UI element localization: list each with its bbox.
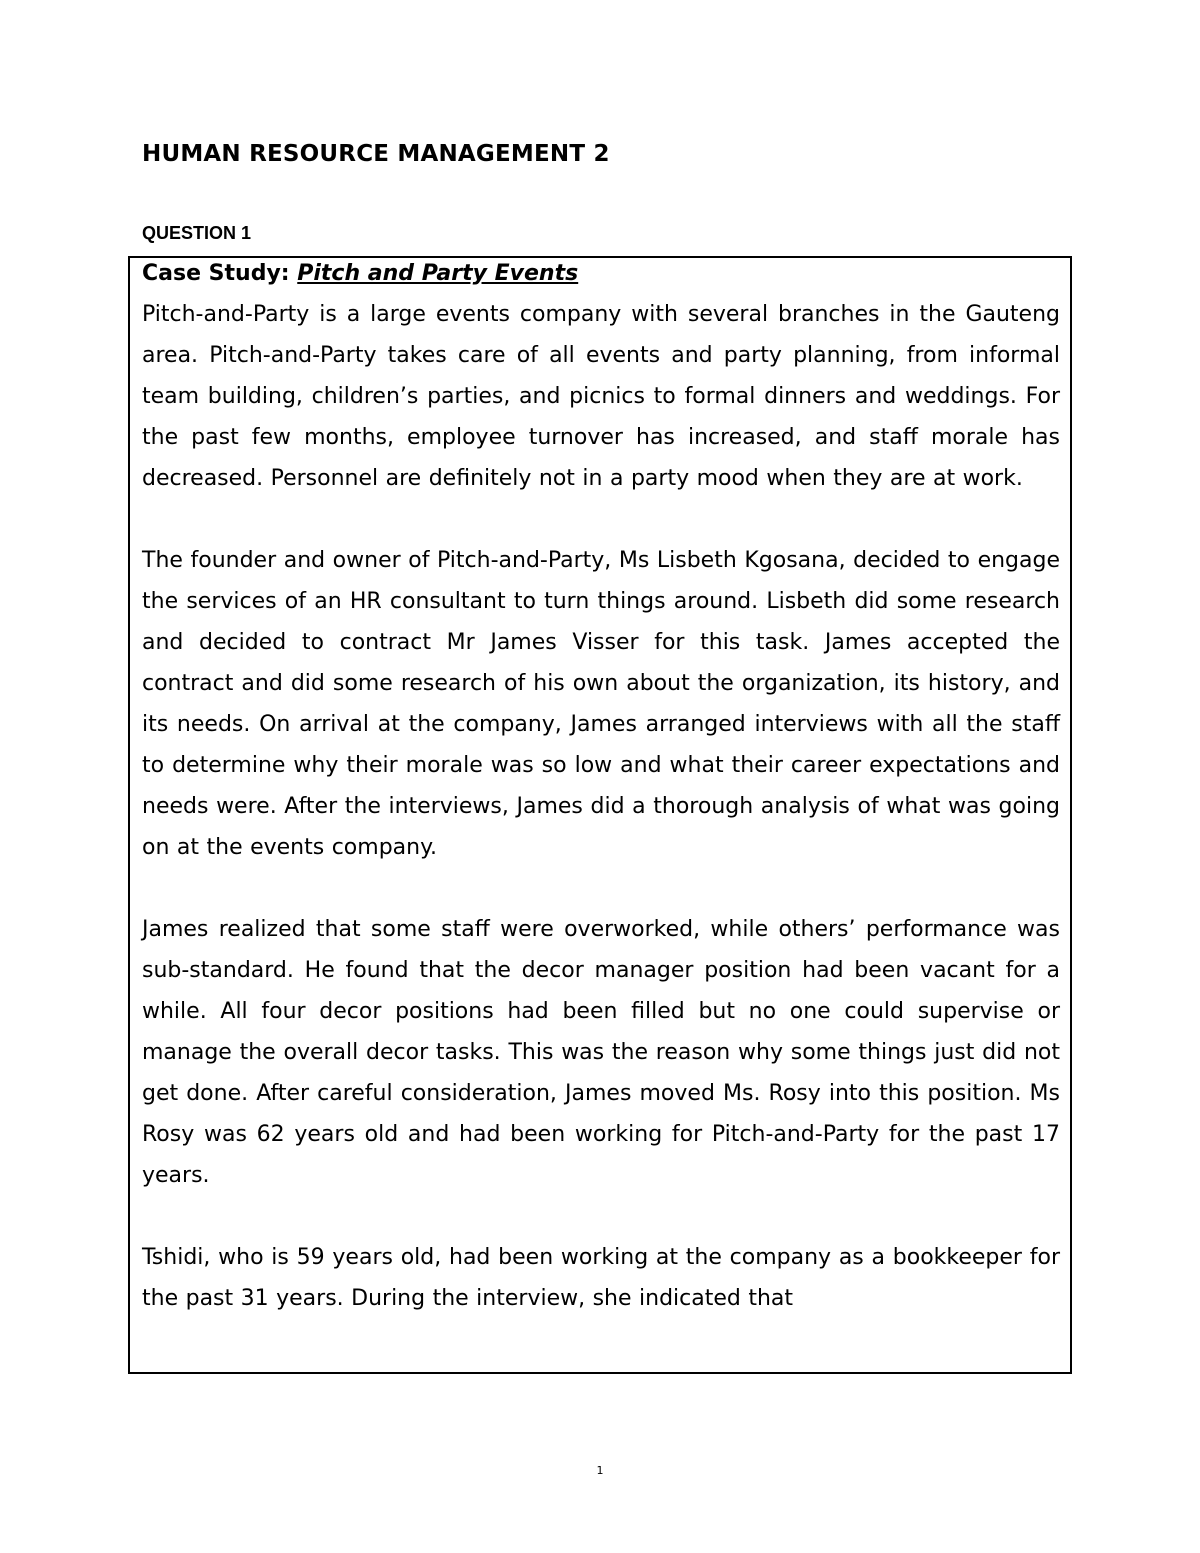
case-paragraph-4: Tshidi, who is 59 years old, had been working at the company as a bookkeeper for the past 31 years. During the interview, she indicated that — [142, 1245, 1060, 1311]
paragraph-spacer — [142, 1196, 1060, 1237]
case-study-label: Case Study: — [142, 261, 290, 286]
case-paragraph-2: The founder and owner of Pitch-and-Party, Ms Lisbeth Kgosana, decided to engage the services of an HR consultant to turn things around. Lisbeth did some research and decided to contract Mr James Visser for this task. James accepted the contract and did some research of his own about the organization, its history, and its needs. On arrival at the company, James arranged interviews with all the staff to determine why their morale was so low and what their career expectations and needs were. After the interviews, James did a thorough analysis of what was going on at the events company. — [142, 548, 1060, 860]
case-study-heading — [142, 258, 1060, 294]
paragraph-spacer — [142, 499, 1060, 540]
paragraph-spacer — [142, 868, 1060, 909]
case-study-title: Pitch and Party Events — [297, 261, 579, 286]
case-study-box — [128, 256, 1072, 1374]
document-title: HUMAN RESOURCE MANAGEMENT 2 — [142, 141, 610, 167]
case-paragraph-1: Pitch-and-Party is a large events company with several branches in the Gauteng area. Pitch-and-Party takes care of all events and party planning, from informal team building, children’s parties, and picnics to formal dinners and weddings. For the past few months, employee turnover has increased, and staff morale has decreased. Personnel are definitely not in a party mood when they are at work. — [142, 302, 1060, 491]
case-paragraph-3: James realized that some staff were overworked, while others’ performance was sub-standard. He found that the decor manager position had been vacant for a while. All four decor positions had been filled but no one could supervise or manage the overall decor tasks. This was the reason why some things just did not get done. After careful consideration, James moved Ms. Rosy into this position. Ms Rosy was 62 years old and had been working for Pitch-and-Party for the past 17 years. — [142, 917, 1060, 1188]
question-label: QUESTION 1 — [142, 223, 252, 243]
case-study-content — [142, 258, 1060, 1319]
page-number: 1 — [596, 1464, 604, 1477]
